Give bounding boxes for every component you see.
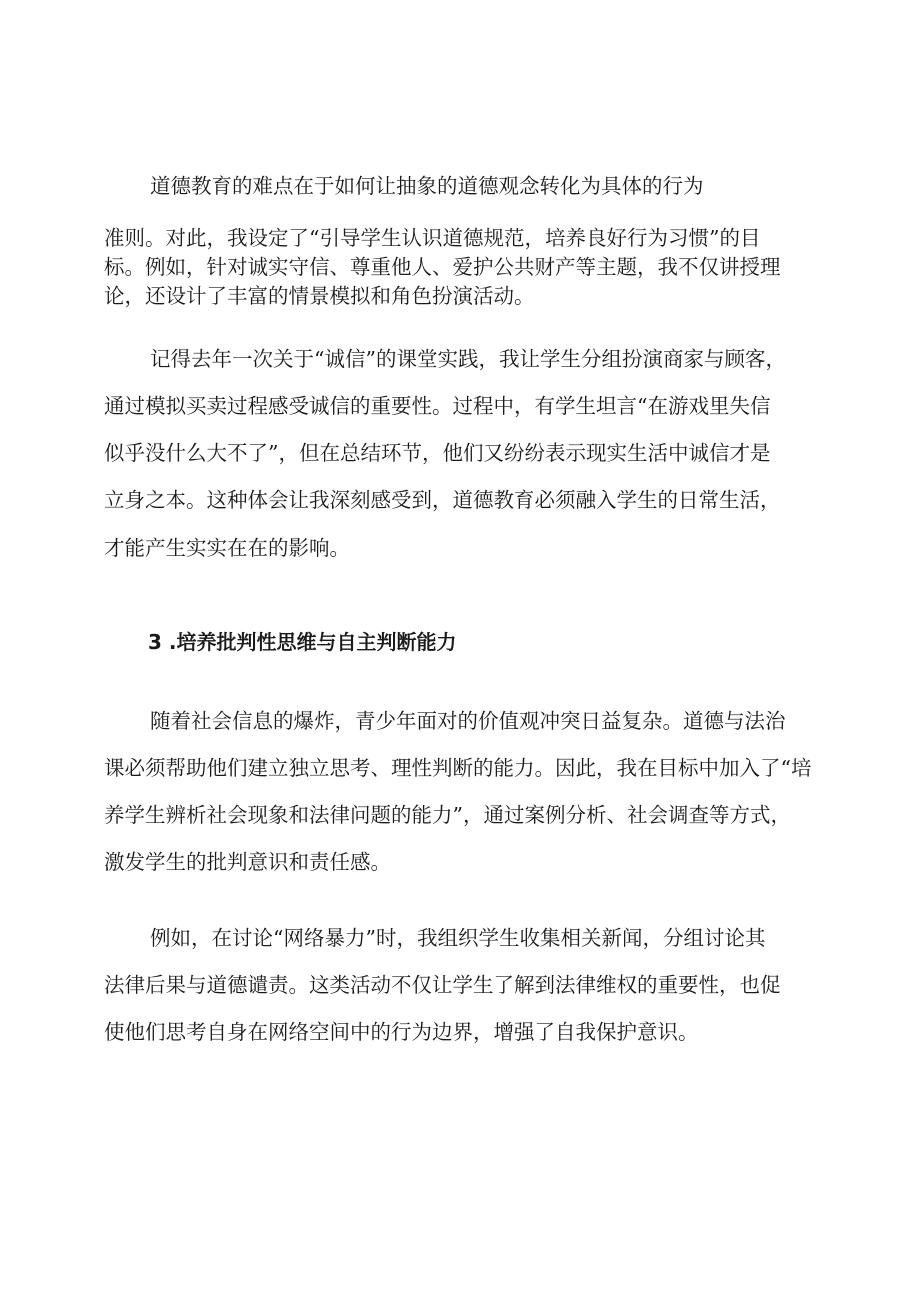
paragraph-3-line-1: 随着社会信息的爆炸，青少年面对的价值观冲突日益复杂。道德与法治 [150,709,786,733]
paragraph-1-line-2: 准则。对此，我设定了“引导学生认识道德规范，培养良好行为习惯”的目 [104,226,761,250]
paragraph-4-line-2: 法律后果与道德谴责。这类活动不仅让学生了解到法律维权的重要性，也促 [104,973,781,997]
paragraph-1-line-1: 道德教育的难点在于如何让抽象的道德观念转化为具体的行为 [150,174,704,198]
paragraph-2-line-4: 立身之本。这种体会让我深刻感受到，道德教育必须融入学生的日常生活， [104,488,781,512]
paragraph-2-line-1: 记得去年一次关于“诚信”的课堂实践，我让学生分组扮演商家与顾客， [150,347,786,371]
paragraph-1-line-4: 论，还设计了丰富的情景模拟和角色扮演活动。 [104,284,535,308]
section-heading: 3 .培养批判性思维与自主判断能力 [148,630,457,654]
paragraph-4-line-1: 例如，在讨论“网络暴力”时，我组织学生收集相关新闻，分组讨论其 [150,926,766,950]
paragraph-4-line-3: 使他们思考自身在网络空间中的行为边界，增强了自我保护意识。 [104,1020,699,1044]
paragraph-1-line-3: 标。例如，针对诚实守信、尊重他人、爱护公共财产等主题，我不仅讲授理 [104,255,781,279]
paragraph-2-line-3: 似乎没什么大不了”，但在总结环节，他们又纷纷表示现实生活中诚信才是 [104,441,771,465]
paragraph-2-line-5: 才能产生实实在在的影响。 [104,536,350,560]
paragraph-3-line-2: 课必须帮助他们建立独立思考、理性判断的能力。因此，我在目标中加入了“培 [104,756,812,780]
paragraph-3-line-4: 激发学生的批判意识和责任感。 [104,850,391,874]
paragraph-2-line-2: 通过模拟买卖过程感受诚信的重要性。过程中，有学生坦言“在游戏里失信 [104,394,771,418]
paragraph-3-line-3: 养学生辨析社会现象和法律问题的能力”，通过案例分析、社会调查等方式， [104,803,791,827]
